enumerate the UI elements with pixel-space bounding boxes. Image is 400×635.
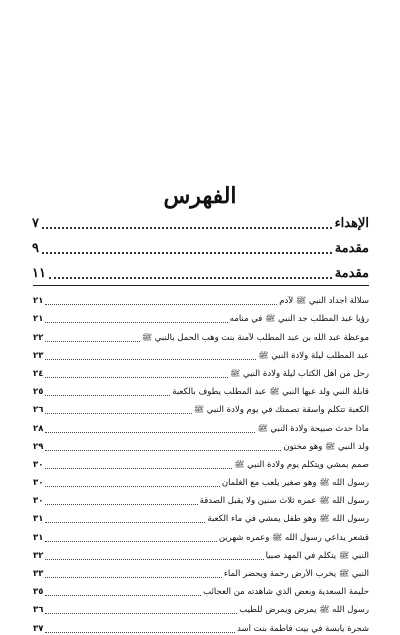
entry-label: رؤيا عبد المطلب جد النبي ﷺ في منامه [229,314,369,325]
section-label: مقدمة [334,241,369,256]
toc-section-introduction[interactable] [32,241,369,257]
entry-label: حليمة السعدية وبعض الذي شاهدته من العجائب [203,587,369,598]
entry-page-number: ٣٠ [33,459,44,470]
toc-entry[interactable] [33,307,369,325]
dot-leader [45,322,227,323]
dot-leader [45,304,277,305]
toc-entry-list [33,289,369,635]
entry-label: رسول الله ﷺ عمره ثلاث سنين ولا يقبل الصدقة [199,496,369,507]
entry-label: النبي ﷺ يتكلم في المهد صبيا [265,550,369,561]
toc-entry[interactable] [33,416,369,434]
dot-leader [45,613,237,614]
dot-leader [45,486,219,487]
toc-entry[interactable] [33,289,369,307]
toc-entry[interactable] [33,544,369,562]
entry-label: النبي ﷺ يخرب الأرض رحمة ويحضر الماء [223,569,369,579]
dot-leader [45,632,235,633]
entry-label: سلالة أجداد النبي ﷺ لآدم [279,296,369,307]
entry-page-number: ٣٢ [33,550,44,561]
entry-page-number: ٢٣ [33,350,44,361]
dot-leader [45,468,232,469]
entry-page-number: ٣٦ [33,605,44,616]
entry-label: رسول الله ﷺ يمرض ويمرض للطيب [239,605,369,616]
entry-page-number: ٢١ [33,296,44,307]
entry-label: رسول الله ﷺ وهو صغير يلعب مع الغلمان [221,478,369,489]
entry-label: رسول الله ﷺ وهو طفل يمشي في ماء الكعبة [207,514,369,525]
dot-leader [45,450,281,451]
section-label: الإهداء [334,216,369,231]
dot-leader [42,227,332,229]
dot-leader [45,359,256,360]
dot-leader [45,541,216,542]
dot-leader [42,252,332,254]
dot-leader [45,341,139,342]
dot-leader [45,577,222,578]
toc-entry[interactable] [33,616,369,634]
dot-leader [45,377,228,378]
entry-page-number: ٣١ [33,532,44,543]
entry-page-number: ٣٠ [33,478,44,489]
divider [33,285,369,286]
dot-leader [49,277,332,279]
entry-label: قابلة النبي ولد عبها النبي ﷺ عبد المطلب يطوف بالكعبة [172,387,369,398]
toc-entry[interactable] [33,489,369,507]
dot-leader [45,522,205,523]
entry-page-number: ٣٠ [33,496,44,507]
dot-leader [45,504,197,505]
entry-page-number: ٣٧ [33,623,44,634]
entry-page-number: ٣١ [33,514,44,525]
dot-leader [45,413,191,414]
toc-entry[interactable] [33,471,369,489]
entry-page-number: ٢٩ [33,441,44,452]
toc-section-dedication[interactable] [32,216,369,232]
entry-page-number: ٢٢ [33,332,44,343]
toc-entry[interactable] [33,562,369,580]
dot-leader [45,559,263,560]
toc-entry[interactable] [33,453,369,471]
page-title: الفهرس [163,183,237,209]
entry-label: موعظة عبد الله بن عبد المطلب لآمنة بنت وهب الحمل بالنبي ﷺ [141,332,369,343]
dot-leader [45,395,170,396]
section-page-number: ٧ [32,216,39,231]
toc-entry[interactable] [33,598,369,616]
section-page-number: ١١ [32,266,46,281]
entry-label: ولد النبي ﷺ وهو مختون [283,441,369,452]
entry-label: عبد المطلب ليلة ولادة النبي ﷺ [258,350,369,361]
entry-label: صمم يمشي ويتكلم يوم ولادة النبي ﷺ [234,459,369,470]
entry-page-number: ٢٦ [33,405,44,416]
toc-section-introduction-2[interactable] [32,266,369,282]
entry-page-number: ٢٨ [33,423,44,434]
entry-page-number: ٢٤ [33,368,44,379]
entry-page-number: ٣٣ [33,569,44,579]
toc-entry[interactable] [33,580,369,598]
entry-label: ماذا حدث صبيحة ولادة النبي ﷺ [257,423,369,434]
entry-label: قشعر يداعي رسول الله ﷺ وعمره شهرين [218,532,369,543]
entry-label: شجرة يابسة في بيت فاطمة بنت أسد [237,623,369,634]
dot-leader [45,595,201,596]
entry-page-number: ٢٥ [33,387,44,398]
entry-page-number: ٣٥ [33,587,44,598]
toc-entry[interactable] [33,325,369,343]
entry-label: رحل من أهل الكتاب ليلة ولادة النبي ﷺ [230,368,369,379]
toc-entry[interactable] [33,398,369,416]
dot-leader [45,432,255,433]
toc-entry[interactable] [33,525,369,543]
entry-page-number: ٢١ [33,314,44,325]
toc-entry[interactable] [33,344,369,362]
toc-entry[interactable] [33,380,369,398]
toc-entry[interactable] [33,435,369,453]
section-page-number: ٩ [32,241,39,256]
entry-label: الكعبة تتكلم وأسقة تصمتك في يوم ولادة النبي ﷺ [193,405,369,416]
toc-entry[interactable] [33,362,369,380]
toc-entry[interactable] [33,507,369,525]
section-label: مقدمة [334,266,369,281]
